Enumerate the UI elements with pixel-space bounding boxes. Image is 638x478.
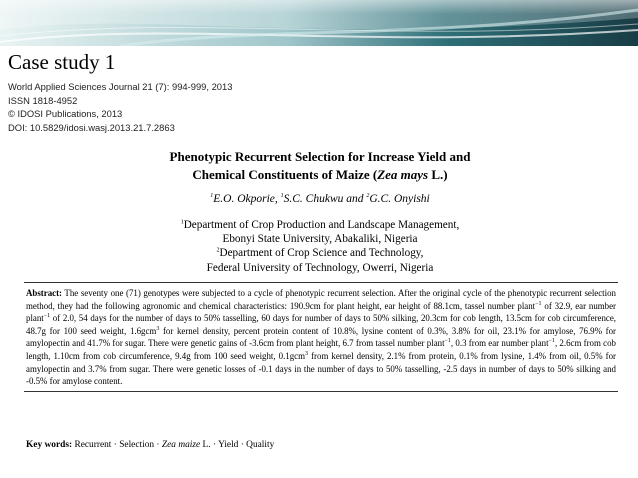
affil-text: Department of Crop Science and Technology, (219, 247, 424, 260)
keywords-text-end: L. · Yield · Quality (200, 440, 275, 450)
paper-title-line2 (100, 166, 540, 184)
authors-line (100, 193, 540, 205)
journal-info (8, 80, 232, 134)
affil-sup: 1 (180, 219, 184, 226)
affiliation-line: Federal University of Technology, Owerri, Nigeria (206, 261, 434, 274)
abstract-sup: −1 (548, 338, 555, 345)
abstract-text: , 0.3 from ear number plant (450, 338, 549, 349)
journal-doi: DOI: 10.5829/idosi.wasj.2013.21.7.2863 (8, 121, 175, 133)
abstract-text: from kernel density, 2.1% from protein, 0.1% from lysine, 1.4% from oil, 0.5% for amylopectin and 3.7% from sugar. There were genetic losses of -0.1 days in the number of days to 50% tasselling, -2.5 days in number of days to 50% silking and -0.5% for amylose content. (26, 350, 616, 387)
journal-copyright: © IDOSI Publications, 2013 (8, 108, 123, 119)
keywords-species: Zea maize (161, 440, 201, 450)
abstract-sup: −1 (43, 313, 51, 320)
keywords-text: Recurrent · Selection · (72, 440, 162, 450)
affil-text: Department of Crop Production and Landscape Management, (183, 219, 460, 231)
abstract-sup: 3 (305, 351, 309, 357)
header-banner (0, 0, 638, 46)
species-name: Zea mays (377, 166, 429, 182)
affil-sup: 2 (216, 247, 220, 254)
keywords-line (26, 440, 274, 450)
abstract-sup: 3 (156, 325, 160, 332)
author-1: E.O. Okporie, (213, 193, 281, 205)
author-sup: 1 (210, 193, 214, 200)
keywords-label: Key words: (26, 440, 73, 450)
abstract-text: of 32.9, ear number plant (26, 300, 616, 324)
abstract-text: for kernel density, percent protein content of 10.8%, lysine content of 0.3%, 3.8% for oil, 23.1% for amylose, 76.9% for amylopectin and 41.7% for sugar. There were genetic gains of -3.6cm from plant height, 6.7 from tassel number plant (26, 325, 616, 349)
affiliation-line (100, 246, 540, 260)
author-sup: 2 (366, 193, 370, 200)
paper-title-line1: Phenotypic Recurrent Selection for Increase Yield and (169, 149, 471, 164)
affiliation-line: Ebonyi State University, Abakaliki, Nigeria (222, 233, 418, 246)
paper-title (100, 148, 540, 183)
abstract-sup: −1 (535, 300, 542, 307)
author-2: S.C. Chukwu and (283, 193, 367, 205)
slide-title: Case study 1 (8, 50, 116, 74)
abstract-text: of 2.0, 54 days for the number of days to 50% tasselling, 60 days for number of days to 50% silking, 20.3cm for cob length, 13.5cm for cob circumference, 48.7g for 100 seed weight, 1.6gcm (26, 313, 616, 336)
author-sup: 1 (280, 193, 284, 200)
affiliations (100, 218, 540, 275)
author-3: G.C. Onyishi (369, 193, 430, 205)
abstract-box (24, 282, 618, 392)
abstract-text: , 2.6cm from cob length, 1.10cm from cob circumference, 9.4g from 100 seed weight, 0.1gcm (26, 338, 616, 361)
title-text: Chemical Constituents of Maize ( (192, 166, 378, 182)
abstract-text: The seventy one (71) genotypes were subjected to a cycle of phenotypic recurrent selection. After the original cycle of the phenotypic recurrent selection method, they had the following agronomic and chemical characteristics: 190.9cm for plant height, ear height of 88.1cm, tassel number plant (26, 288, 616, 311)
journal-issn: ISSN 1818-4952 (8, 94, 78, 106)
abstract-sup: −1 (444, 338, 451, 345)
abstract-label: Abstract: (26, 288, 62, 298)
journal-citation: World Applied Sciences Journal 21 (7): 994-999, 2013 (8, 81, 233, 92)
title-text-end: L.) (428, 166, 448, 182)
affiliation-line (100, 218, 540, 232)
banner-swoosh-graphic (0, 0, 638, 46)
